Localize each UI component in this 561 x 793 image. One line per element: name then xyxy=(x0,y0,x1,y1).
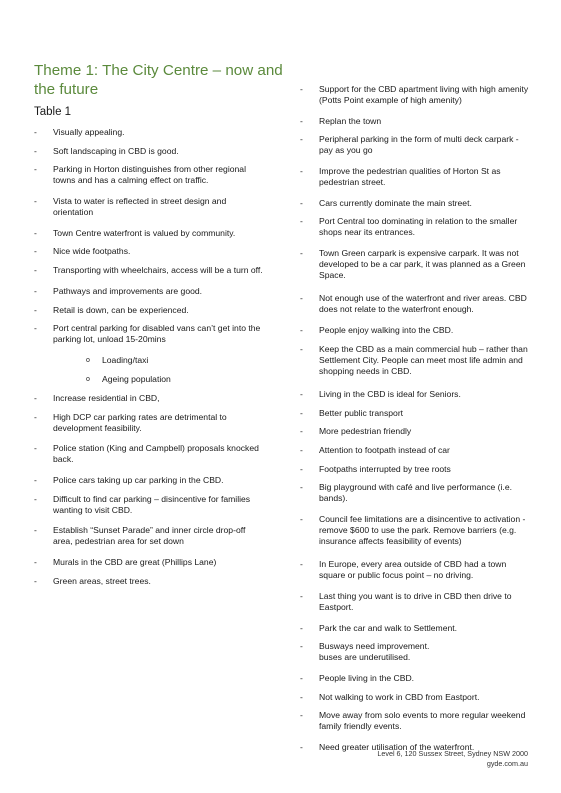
list-item xyxy=(34,494,266,516)
list-item xyxy=(300,692,532,703)
bullet-dash: - xyxy=(34,196,37,207)
bullet-dash: - xyxy=(300,641,303,652)
list-item xyxy=(34,196,266,218)
bullet-dash: - xyxy=(300,426,303,437)
page-title: Theme 1: The City Centre – now and the future xyxy=(34,62,283,98)
bullet-dash: - xyxy=(300,293,303,304)
bullet-dash: - xyxy=(300,444,303,455)
list-item xyxy=(34,412,266,434)
bullet-dash: - xyxy=(34,127,37,137)
list-item-text: Improve the pedestrian qualities of Horton St as pedestrian street. xyxy=(319,166,501,188)
bullet-dash: - xyxy=(34,285,37,296)
list-item xyxy=(300,248,532,281)
bullet-dash: - xyxy=(300,710,303,721)
list-item-text: Police cars taking up car parking in the CBD. xyxy=(53,474,224,485)
list-item-text: Nice wide footpaths. xyxy=(53,246,131,257)
list-item-text: Peripheral parking in the form of multi deck carpark - pay as you go xyxy=(319,134,519,156)
list-item xyxy=(300,710,532,732)
footer-address: Level 6, 120 Sussex Street, Sydney NSW 2000 xyxy=(377,749,528,758)
list-item-text: Keep the CBD as a main commercial hub – rather than Settlement City. People can meet most life admin and shopping needs in CBD. xyxy=(319,343,528,376)
list-item-text: People enjoy walking into the CBD. xyxy=(319,325,454,335)
list-item xyxy=(34,265,266,276)
list-item-text: Move away from solo events to more regular weekend family friendly events. xyxy=(319,710,526,732)
bullet-dash: - xyxy=(34,392,37,403)
sub-list-item xyxy=(34,355,266,366)
bullet-dash: - xyxy=(300,388,303,399)
list-item-text: Busways need improvement. buses are underutilised. xyxy=(319,641,430,663)
list-item-text: Support for the CBD apartment living with high amenity (Potts Point example of high amenity) xyxy=(319,84,529,105)
list-item xyxy=(300,293,532,315)
list-item-text: Footpaths interrupted by tree roots xyxy=(319,463,451,474)
list-item-text: People living in the CBD. xyxy=(319,672,415,683)
bullet-dash: - xyxy=(300,134,303,145)
bullet-dash: - xyxy=(34,525,37,536)
bullet-dash: - xyxy=(34,557,37,567)
list-item xyxy=(34,393,266,404)
list-item-text: Parking in Horton distinguishes from other regional towns and has a calming effect on traffic. xyxy=(53,164,246,186)
bullet-dash: - xyxy=(300,691,303,702)
bullet-dash: - xyxy=(34,265,37,276)
list-item xyxy=(300,116,532,127)
bullet-dash: - xyxy=(300,325,303,335)
list-item-text: Cars currently dominate the main street. xyxy=(319,197,472,208)
list-item xyxy=(34,286,266,297)
bullet-dash: - xyxy=(34,575,37,586)
list-item xyxy=(34,164,266,186)
list-item-text: Town Green carpark is expensive carpark. It was not developed to be a car park, it was planned as a Green Space. xyxy=(319,248,526,281)
list-item xyxy=(300,166,532,188)
bullet-dash: - xyxy=(300,742,303,752)
list-item xyxy=(300,464,532,475)
list-item xyxy=(300,641,532,663)
sub-list-item-text: Loading/taxi xyxy=(102,354,149,365)
bullet-dash: - xyxy=(300,197,303,208)
list-item-text: Better public transport xyxy=(319,407,404,418)
bullet-dash: - xyxy=(34,145,37,156)
list-item xyxy=(34,443,266,465)
list-item xyxy=(300,426,532,437)
bullet-dash: - xyxy=(300,622,303,633)
list-item-text: Living in the CBD is ideal for Seniors. xyxy=(319,388,461,399)
bullet-dash: - xyxy=(300,672,303,683)
list-item xyxy=(300,514,532,547)
list-item-text: Retail is down, can be experienced. xyxy=(53,304,189,315)
list-item-text: Increase residential in CBD, xyxy=(53,392,160,403)
circle-bullet: o xyxy=(86,375,90,383)
list-item xyxy=(34,557,266,568)
list-item xyxy=(34,323,266,345)
bullet-dash: - xyxy=(300,115,303,126)
list-item-text: High DCP car parking rates are detrimental to development feasibility. xyxy=(53,411,227,433)
list-item-text: Need greater utilisation of the waterfront. xyxy=(319,742,475,752)
list-item-text: Vista to water is reflected in street design and orientation xyxy=(53,196,227,218)
bullet-dash: - xyxy=(34,411,37,422)
list-item-text: Big playground with café and live performance (i.e. bands). xyxy=(319,482,512,504)
list-item xyxy=(300,591,532,613)
list-item-text: Establish “Sunset Parade” and inner circle drop-off area, pedestrian area for set down xyxy=(53,525,246,547)
list-item xyxy=(34,525,266,547)
list-item xyxy=(300,344,532,377)
bullet-dash: - xyxy=(34,443,37,454)
list-item-text: In Europe, every area outside of CBD had a town square or public focus point – no driving. xyxy=(319,559,507,581)
bullet-dash: - xyxy=(34,323,37,334)
list-item-text: Attention to footpath instead of car xyxy=(319,444,450,455)
list-item xyxy=(300,559,532,581)
list-item xyxy=(300,216,532,238)
list-item xyxy=(34,146,266,157)
bullet-dash: - xyxy=(34,227,37,238)
list-item xyxy=(300,408,532,419)
list-item xyxy=(34,475,266,486)
list-item-text: Visually appealing. xyxy=(53,127,125,137)
list-item xyxy=(300,673,532,684)
list-item xyxy=(300,445,532,456)
right-column xyxy=(300,84,532,761)
list-item-text: Port Central too dominating in relation to the smaller shops near its entrances. xyxy=(319,216,518,238)
bullet-dash: - xyxy=(300,84,303,94)
bullet-dash: - xyxy=(300,559,303,570)
list-item xyxy=(300,482,532,504)
list-item-text: Difficult to find car parking – disincentive for families wanting to visit CBD. xyxy=(53,493,251,515)
list-item-text: Green areas, street trees. xyxy=(53,575,151,586)
list-item-text: Port central parking for disabled vans can’t get into the parking lot, unload 15-20mins xyxy=(53,323,261,345)
list-item-text: Not enough use of the waterfront and river areas. CBD does not relate to the waterfront enough. xyxy=(319,293,527,315)
bullet-dash: - xyxy=(300,463,303,474)
list-item xyxy=(34,576,266,587)
list-item-text: More pedestrian friendly xyxy=(319,426,412,437)
list-item-text: Town Centre waterfront is valued by community. xyxy=(53,227,236,238)
list-item xyxy=(300,198,532,209)
list-item-text: Soft landscaping in CBD is good. xyxy=(53,145,179,156)
bullet-dash: - xyxy=(300,343,303,354)
bullet-dash: - xyxy=(34,493,37,504)
bullet-dash: - xyxy=(34,164,37,175)
list-item xyxy=(300,325,532,336)
list-item-text: Last thing you want is to drive in CBD then drive to Eastport. xyxy=(319,590,512,612)
list-item xyxy=(34,305,266,316)
list-item-text: Replan the town xyxy=(319,115,382,126)
sub-list-item xyxy=(34,374,266,385)
list-item-text: Transporting with wheelchairs, access will be a turn off. xyxy=(53,265,263,276)
list-item-text: Murals in the CBD are great (Phillips Lane) xyxy=(53,557,217,567)
bullet-dash: - xyxy=(300,407,303,418)
list-item-text: Council fee limitations are a disincentive to activation - remove $600 to use the park. Remove barriers (e.g. insurance affects feasibility of events) xyxy=(319,514,526,546)
list-item xyxy=(300,389,532,400)
footer-website: gyde.com.au xyxy=(486,759,528,768)
bullet-dash: - xyxy=(34,246,37,257)
list-item xyxy=(300,623,532,634)
list-item-text: Pathways and improvements are good. xyxy=(53,285,203,296)
circle-bullet: o xyxy=(86,356,90,364)
list-item xyxy=(34,228,266,239)
bullet-dash: - xyxy=(300,166,303,177)
table-heading: Table 1 xyxy=(34,106,72,118)
list-item xyxy=(300,84,532,106)
list-item xyxy=(34,246,266,257)
list-item xyxy=(34,127,266,138)
bullet-dash: - xyxy=(300,248,303,259)
sub-list-item-text: Ageing population xyxy=(102,373,171,384)
bullet-dash: - xyxy=(300,514,303,524)
bullet-dash: - xyxy=(300,590,303,601)
page-footer xyxy=(377,749,528,769)
bullet-dash: - xyxy=(34,304,37,315)
bullet-dash: - xyxy=(34,474,37,485)
bullet-dash: - xyxy=(300,482,303,493)
left-column xyxy=(34,127,266,594)
list-item-text: Police station (King and Campbell) proposals knocked back. xyxy=(53,443,259,465)
list-item-text: Park the car and walk to Settlement. xyxy=(319,622,458,633)
bullet-dash: - xyxy=(300,216,303,227)
list-item-text: Not walking to work in CBD from Eastport. xyxy=(319,691,480,702)
list-item xyxy=(300,134,532,156)
